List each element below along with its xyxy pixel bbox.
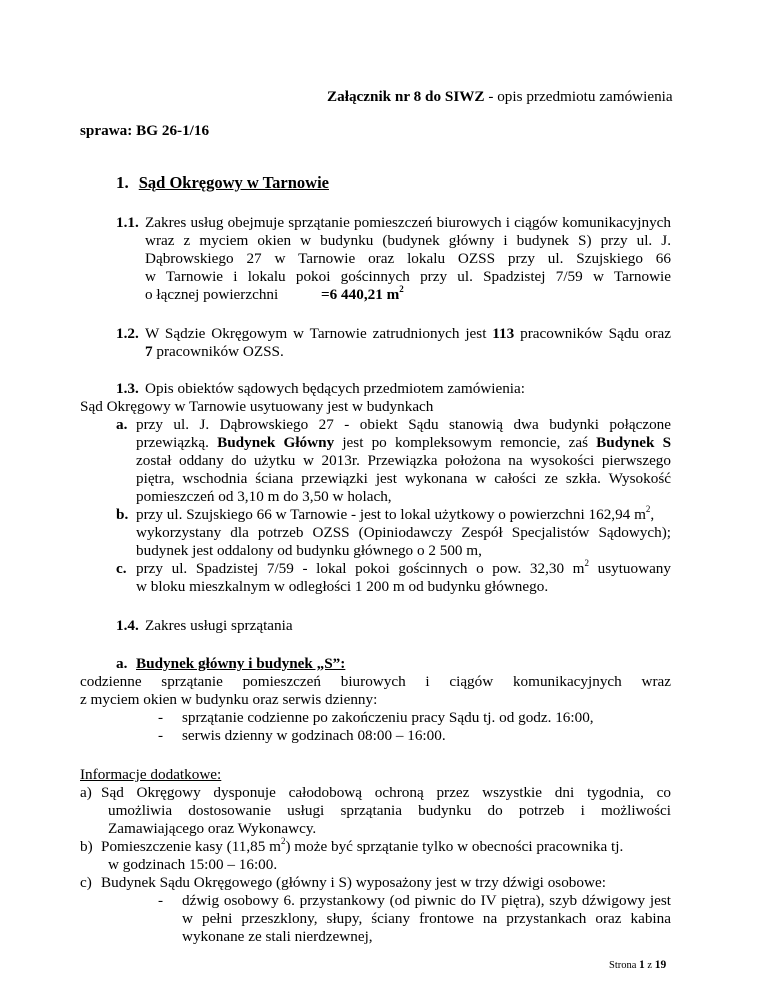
- item-a-line: został oddany do użytku w 2013r. Przewiązka położona na wysokości pierwszego: [136, 452, 671, 469]
- bullet-dash: -: [158, 892, 164, 909]
- item-c-line: przy ul. Spadzistej 7/59 - lokal pokoi gościnnych o pow. 32,30 $m^2$ usytuowany: [136, 557, 671, 577]
- buildings-intro: Sąd Okręgowy w Tarnowie usytuowany jest w budynkach: [80, 398, 434, 415]
- info-c-label: c): [80, 874, 92, 891]
- item-a-line: piętra, wschodnia ściana przewiązki jest wykonana w całości ze szkła. Wysokość: [136, 470, 671, 487]
- item-a-line: pomieszczeń od 3,10 m do 3,50 w holach,: [136, 488, 392, 505]
- item-a-line: przy ul. J. Dąbrowskiego 27 - obiekt Sądu stanowią dwa budynki połączone: [136, 416, 671, 433]
- item-c-label: c.: [116, 560, 127, 577]
- info-c-line: Budynek Sądu Okręgowego (główny i S) wyposażony jest w trzy dźwigi osobowe:: [101, 874, 606, 891]
- paragraph-1-2-line: W Sądzie Okręgowym w Tarnowie zatrudnionych jest 113 pracowników Sądu oraz: [145, 325, 672, 342]
- item-a-line: przewiązką. Budynek Główny jest po kompleksowym remoncie, zaś Budynek S: [136, 434, 672, 451]
- schedule-item: serwis dzienny w godzinach 08:00 – 16:00.: [182, 727, 446, 744]
- subsection-a-line: z myciem okien w budynku oraz serwis dzienny:: [80, 691, 378, 708]
- paragraph-1-1-line: Dąbrowskiego 27 w Tarnowie oraz lokalu OZSS przy ul. Szujskiego 66: [145, 250, 671, 267]
- subsection-a-line: codzienne sprzątanie pomieszczeń biurowych i ciągów komunikacyjnych wraz: [80, 673, 671, 690]
- total-area: =6 440,21 $m^2$: [321, 283, 404, 303]
- paragraph-1-4-title: Zakres usługi sprzątania: [145, 617, 293, 634]
- item-b-line: przy ul. Szujskiego 66 w Tarnowie - jest to lokal użytkowy o powierzchni 162,94 $m^2$,: [136, 503, 655, 523]
- paragraph-1-1-line: Zakres usług obejmuje sprzątanie pomieszczeń biurowych i ciągów komunikacyjnych: [145, 214, 671, 231]
- info-a-line: umożliwia dostosowanie usługi sprzątania budynku do potrzeb i możliwości: [108, 802, 671, 819]
- item-b-line: wykorzystany dla potrzeb OZSS (Opiniodawczy Zespół Specjalistów Sądowych);: [136, 524, 671, 541]
- elevator-description: w pełni przeszklony, słupy, ściany frontowe na przystankach oraz kabina: [182, 910, 671, 927]
- item-b-label: b.: [116, 506, 129, 523]
- paragraph-1-1-line: w Tarnowie i lokalu pokoi gościnnych przy ul. Spadzistej 7/59 w Tarnowie: [145, 268, 671, 285]
- info-a-line: Sąd Okręgowy dysponuje całodobową ochroną przez wszystkie dni tygodnia, co: [101, 784, 671, 801]
- info-b-line: Pomieszczenie kasy (11,85 $m^2$) może być sprzątanie tylko w obecności pracownika tj.: [101, 835, 624, 855]
- info-b-label: b): [80, 838, 93, 855]
- page-number: Strona 1 z 19: [609, 959, 667, 971]
- paragraph-1-2-number: 1.2.: [116, 325, 139, 342]
- info-a-label: a): [80, 784, 92, 801]
- item-b-line: budynek jest oddalony od budynku głównego o 2 500 m,: [136, 542, 482, 559]
- item-c-line: w bloku mieszkalnym w odległości 1 200 m od budynku głównego.: [136, 578, 549, 595]
- paragraph-1-4-number: 1.4.: [116, 617, 139, 634]
- item-a-label: a.: [116, 416, 128, 433]
- schedule-item: sprzątanie codzienne po zakończeniu pracy Sądu tj. od godz. 16:00,: [182, 709, 594, 726]
- paragraph-1-1-number: 1.1.: [116, 214, 139, 231]
- paragraph-1-3-number: 1.3.: [116, 380, 139, 397]
- section-heading: 1. Sąd Okręgowy w Tarnowie: [116, 173, 329, 192]
- paragraph-1-1-line: o łącznej powierzchni: [145, 286, 279, 303]
- paragraph-1-2-line: 7 pracowników OZSS.: [145, 343, 284, 360]
- bullet-dash: -: [158, 727, 164, 744]
- bullet-dash: -: [158, 709, 164, 726]
- elevator-description: wykonane ze stali nierdzewnej,: [182, 928, 373, 945]
- paragraph-1-1-line: wraz z myciem okien w budynku (budynek główny i budynek S) przy ul. J.: [145, 232, 671, 249]
- info-a-line: Zamawiającego oraz Wykonawcy.: [108, 820, 317, 837]
- case-number: sprawa: BG 26-1/16: [80, 122, 210, 139]
- subsection-a-title: Budynek główny i budynek „S”:: [136, 655, 346, 672]
- elevator-description: dźwig osobowy 6. przystankowy (od piwnic do IV piętra), szyb dźwigowy jest: [182, 892, 671, 909]
- info-b-line: w godzinach 15:00 – 16:00.: [108, 856, 278, 873]
- subsection-a-label: a.: [116, 655, 128, 672]
- attachment-header: Załącznik nr 8 do SIWZ - opis przedmiotu zamówienia: [327, 88, 673, 105]
- paragraph-1-3-title: Opis obiektów sądowych będących przedmiotem zamówienia:: [145, 380, 525, 397]
- info-title: Informacje dodatkowe:: [80, 766, 222, 783]
